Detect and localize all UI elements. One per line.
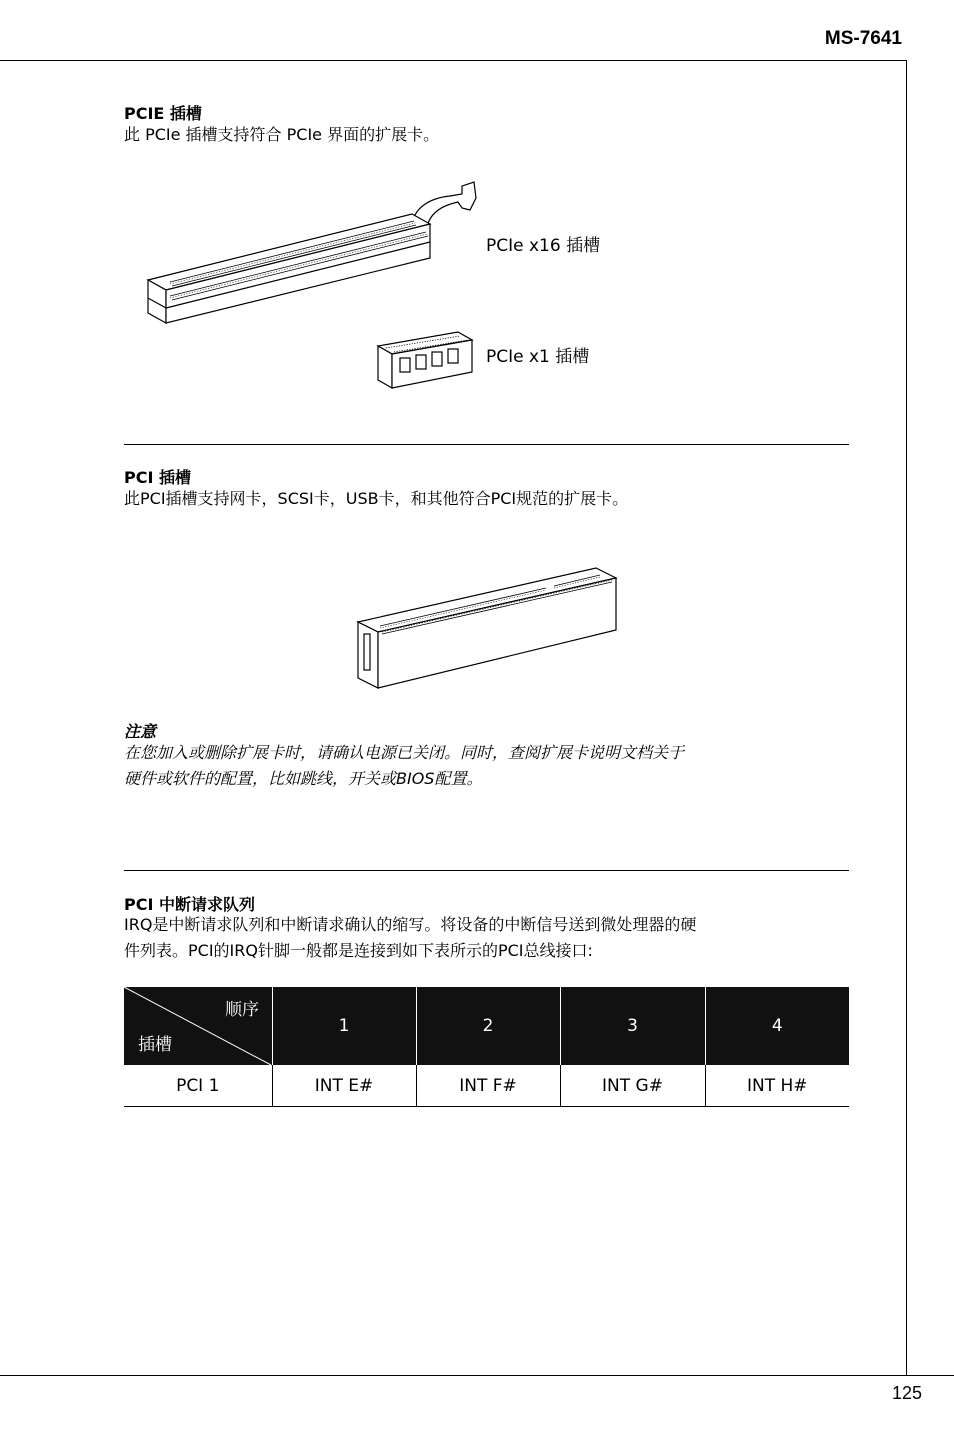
irq-table-corner (124, 987, 272, 1065)
footer-rule (0, 1375, 954, 1376)
corner-order-label: 顺序 (225, 1000, 259, 1020)
note-line-2: 硬件或软件的配置，比如跳线，开关或BIOS配置。 (124, 769, 483, 788)
section-divider-2 (124, 870, 849, 871)
pcie-x1-slot-illustration (372, 328, 478, 392)
pci-heading: PCI 插槽 (124, 468, 191, 487)
irq-heading: PCI 中断请求队列 (124, 895, 255, 914)
pcie-x1-label: PCIe x1 插槽 (486, 347, 590, 367)
table-cell: INT F# (416, 1065, 560, 1107)
note-line-1: 在您加入或删除扩展卡时，请确认电源已关闭。同时，查阅扩展卡说明文档关于 (124, 743, 685, 762)
pcie-description: 此 PCIe 插槽支持符合 PCIe 界面的扩展卡。 (124, 125, 440, 144)
table-cell: INT G# (560, 1065, 705, 1107)
table-cell: INT E# (272, 1065, 416, 1107)
column-header: 4 (705, 987, 849, 1065)
note-heading: 注意 (124, 722, 157, 741)
irq-table-header (124, 987, 849, 1065)
irq-line-2: 件列表。PCI的IRQ针脚一般都是连接到如下表所示的PCI总线接口: (124, 941, 593, 960)
column-header: 3 (560, 987, 705, 1065)
pci-description: 此PCI插槽支持网卡，SCSI卡，USB卡，和其他符合PCI规范的扩展卡。 (124, 489, 629, 508)
column-header: 2 (416, 987, 560, 1065)
table-cell: INT H# (705, 1065, 849, 1107)
corner-slot-label: 插槽 (138, 1035, 172, 1055)
right-margin-rule (906, 60, 907, 1376)
column-header: 1 (272, 987, 416, 1065)
model-number: MS-7641 (824, 28, 902, 49)
pci-slot-illustration (350, 562, 622, 692)
page-number: 125 (891, 1383, 922, 1403)
pcie-heading: PCIE 插槽 (124, 104, 202, 123)
header-rule (0, 60, 907, 61)
irq-line-1: IRQ是中断请求队列和中断请求确认的缩写。将设备的中断信号送到微处理器的硬 (124, 915, 697, 934)
irq-table (124, 987, 849, 1107)
row-slot-label: PCI 1 (124, 1065, 272, 1107)
pcie-x16-slot-illustration (140, 158, 500, 328)
section-divider-1 (124, 444, 849, 445)
pcie-x16-label: PCIe x16 插槽 (486, 236, 601, 256)
table-row (124, 1065, 849, 1107)
